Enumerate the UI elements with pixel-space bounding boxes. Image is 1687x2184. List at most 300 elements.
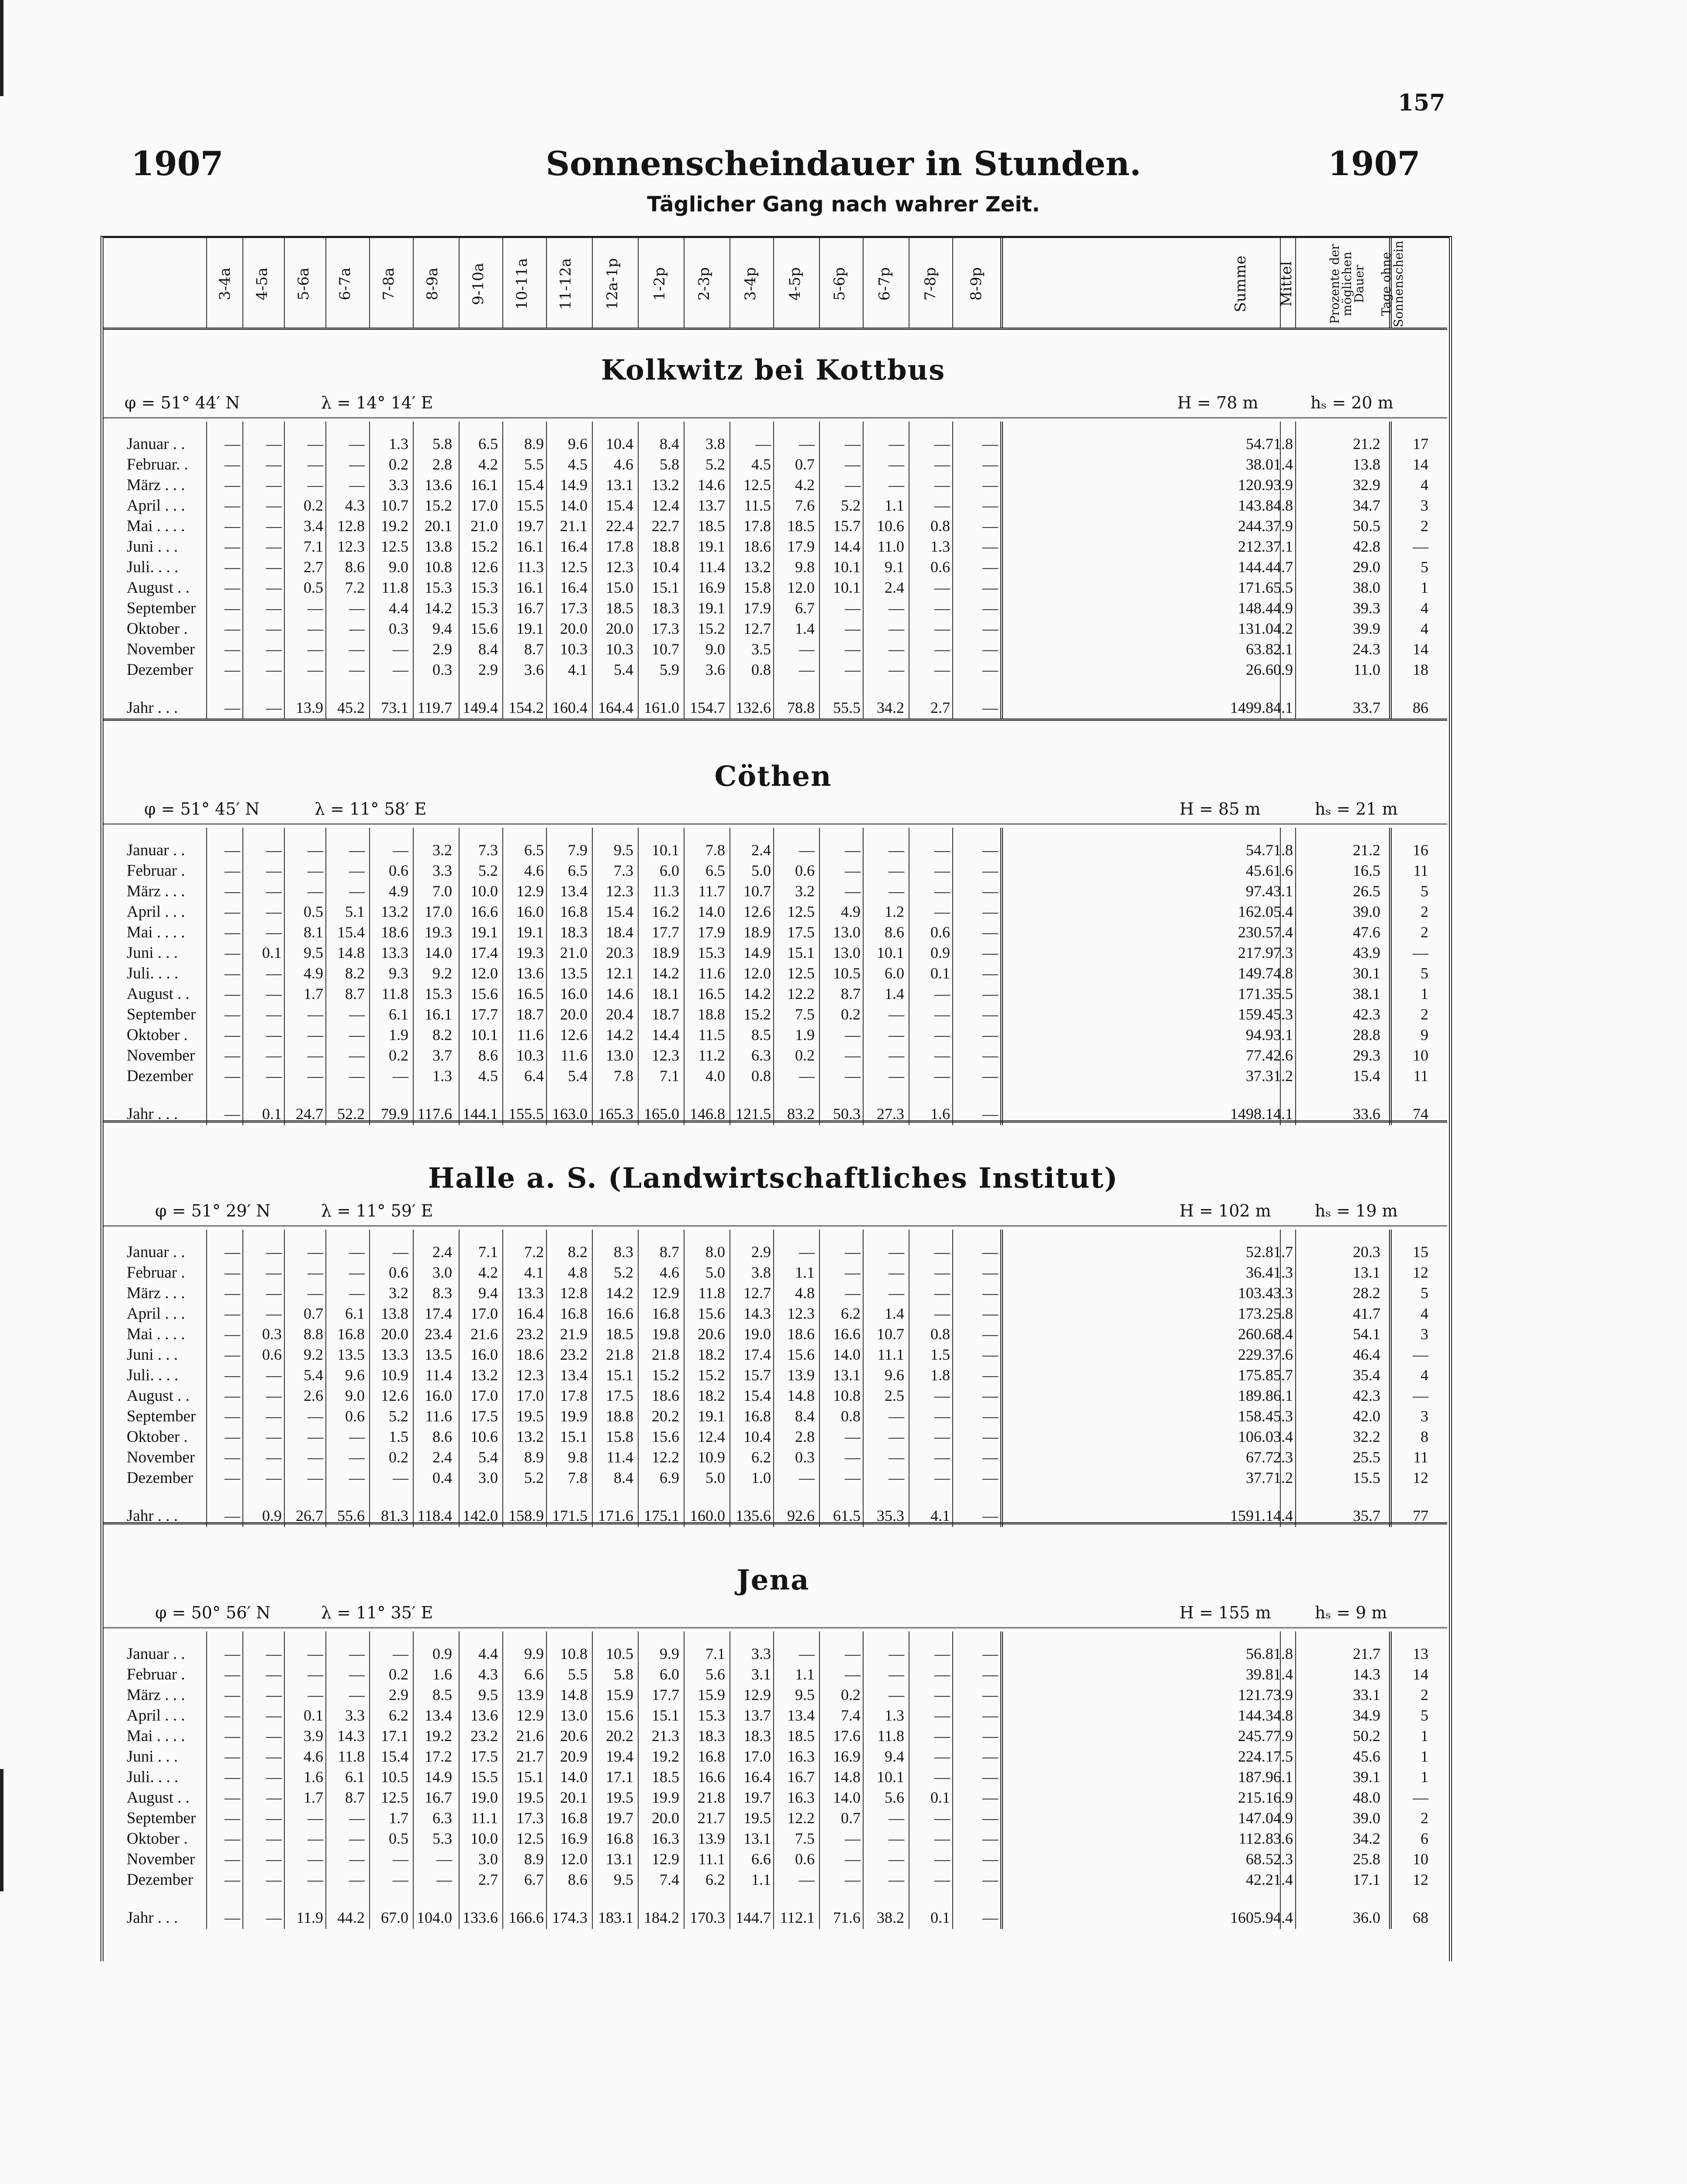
table-cell: 9.6 bbox=[345, 1366, 365, 1384]
column-header: 2-3p bbox=[695, 267, 713, 301]
table-cell: — bbox=[1413, 944, 1428, 961]
row-label: Oktober . bbox=[127, 1026, 188, 1044]
column-rule bbox=[952, 238, 953, 328]
table-cell: 5.8 bbox=[1273, 1305, 1293, 1322]
table-cell: 42.3 bbox=[1353, 1006, 1380, 1023]
table-cell: 18.7 bbox=[516, 1006, 544, 1023]
table-cell: 23.2 bbox=[470, 1727, 498, 1745]
table-cell: — bbox=[308, 1264, 323, 1281]
table-row bbox=[0, 455, 1687, 476]
table-row bbox=[0, 1768, 1687, 1788]
table-cell: — bbox=[934, 1448, 950, 1466]
table-cell: 19.1 bbox=[698, 538, 725, 555]
table-cell: 12.9 bbox=[652, 1284, 679, 1302]
table-cell: 1.0 bbox=[751, 1469, 771, 1486]
table-cell: — bbox=[888, 1047, 904, 1064]
table-cell: 120.9 bbox=[1238, 476, 1273, 494]
table-cell: 21.7 bbox=[698, 1809, 725, 1827]
station-header-rule bbox=[103, 1225, 1447, 1227]
table-cell: 9.9 bbox=[660, 1645, 679, 1662]
table-cell: 25.8 bbox=[1353, 1850, 1380, 1868]
table-cell: 2.4 bbox=[432, 1448, 452, 1466]
table-cell: 17.0 bbox=[425, 903, 452, 920]
table-cell: 17.4 bbox=[470, 944, 498, 961]
table-cell: — bbox=[225, 517, 240, 535]
table-cell: — bbox=[308, 841, 323, 859]
table-cell: 17.0 bbox=[470, 1387, 498, 1404]
table-cell: — bbox=[349, 1809, 365, 1827]
table-cell: — bbox=[266, 456, 282, 473]
table-cell: 10.5 bbox=[381, 1768, 408, 1786]
table-cell: — bbox=[308, 620, 323, 637]
table-cell: 13.5 bbox=[560, 964, 588, 982]
table-cell: 19.7 bbox=[743, 1789, 771, 1806]
table-cell: — bbox=[266, 1850, 282, 1868]
row-label: September bbox=[127, 599, 196, 617]
table-cell: 14.9 bbox=[743, 944, 771, 961]
table-cell: 0.8 bbox=[930, 1325, 950, 1343]
table-cell: 22.7 bbox=[652, 517, 679, 535]
table-cell: 0.6 bbox=[795, 862, 815, 879]
table-cell: 0.1 bbox=[262, 944, 282, 961]
altitude-label: H = 155 m bbox=[1179, 1603, 1271, 1622]
horizon-height-label: hₛ = 21 m bbox=[1315, 799, 1398, 819]
table-cell: 112.8 bbox=[1238, 1830, 1273, 1847]
table-cell: 19.1 bbox=[698, 1407, 725, 1425]
row-label: August . . bbox=[127, 579, 190, 597]
table-cell: 15 bbox=[1413, 1243, 1428, 1261]
table-cell: 7.8 bbox=[705, 841, 725, 859]
table-cell: 2.3 bbox=[1273, 1448, 1293, 1466]
table-cell: 38.0 bbox=[1353, 579, 1380, 596]
table-cell: 34.9 bbox=[1353, 1707, 1380, 1724]
table-cell: 19.9 bbox=[652, 1789, 679, 1806]
row-label: Dezember bbox=[127, 661, 194, 679]
table-cell: 13.4 bbox=[425, 1707, 452, 1724]
table-cell: 1.3 bbox=[389, 435, 408, 453]
table-cell: 12.2 bbox=[787, 1809, 815, 1827]
table-cell: 2 bbox=[1421, 1686, 1428, 1704]
table-cell: 9.5 bbox=[795, 1686, 815, 1704]
table-cell: 8.8 bbox=[304, 1325, 323, 1343]
table-cell: 18.3 bbox=[652, 599, 679, 617]
table-cell: 0.1 bbox=[262, 1105, 282, 1123]
table-cell: 30.1 bbox=[1353, 964, 1380, 982]
table-cell: 143.8 bbox=[1238, 497, 1273, 514]
table-cell: 16.4 bbox=[743, 1768, 771, 1786]
table-cell: 11.6 bbox=[425, 1407, 452, 1425]
table-cell: 38.2 bbox=[877, 1909, 904, 1926]
table-cell: 6.0 bbox=[660, 1666, 679, 1683]
table-cell: 14 bbox=[1413, 456, 1428, 473]
table-cell: 230.5 bbox=[1238, 923, 1273, 941]
table-cell: 19.3 bbox=[425, 923, 452, 941]
table-cell: 48.0 bbox=[1353, 1789, 1380, 1806]
table-cell: 9.8 bbox=[795, 558, 815, 576]
table-cell: 15.3 bbox=[470, 579, 498, 596]
table-cell: 16.9 bbox=[560, 1830, 588, 1847]
table-row bbox=[0, 1407, 1687, 1427]
table-cell: — bbox=[934, 497, 950, 514]
table-cell: 39.8 bbox=[1246, 1666, 1273, 1683]
table-cell: — bbox=[982, 517, 998, 535]
table-cell: — bbox=[934, 882, 950, 900]
table-cell: — bbox=[266, 1264, 282, 1281]
table-cell: — bbox=[845, 476, 861, 494]
table-cell: — bbox=[225, 1768, 240, 1786]
row-label: März . . . bbox=[127, 1686, 185, 1704]
column-rule bbox=[459, 238, 460, 328]
table-cell: — bbox=[845, 1469, 861, 1486]
row-label: Mai . . . . bbox=[127, 923, 185, 941]
table-cell: 16.7 bbox=[516, 599, 544, 617]
table-cell: 8.7 bbox=[841, 985, 861, 1002]
table-cell: 5 bbox=[1421, 558, 1428, 576]
column-header: 3-4p bbox=[742, 267, 759, 301]
column-header: Mittel bbox=[1278, 261, 1295, 307]
row-label: April . . . bbox=[127, 903, 185, 921]
table-cell: — bbox=[266, 985, 282, 1002]
table-cell: 18.8 bbox=[698, 1006, 725, 1023]
table-cell: 104.0 bbox=[417, 1909, 452, 1926]
table-cell: 21.6 bbox=[516, 1727, 544, 1745]
table-cell: 14.0 bbox=[425, 944, 452, 961]
table-cell: 33.1 bbox=[1353, 1686, 1380, 1704]
table-cell: — bbox=[225, 1325, 240, 1343]
table-cell: 10.3 bbox=[516, 1047, 544, 1064]
table-cell: 12 bbox=[1413, 1469, 1428, 1486]
column-header: 8-9p bbox=[968, 267, 985, 301]
table-cell: — bbox=[266, 476, 282, 494]
station-name: Cöthen bbox=[714, 760, 832, 793]
table-cell: 16.1 bbox=[425, 1006, 452, 1023]
table-cell: 8.9 bbox=[524, 435, 544, 453]
table-cell: — bbox=[982, 579, 998, 596]
table-cell: — bbox=[266, 579, 282, 596]
table-cell: 9.4 bbox=[478, 1284, 498, 1302]
table-cell: 0.2 bbox=[304, 497, 323, 514]
table-cell: 1.1 bbox=[795, 1264, 815, 1281]
table-row bbox=[0, 1850, 1687, 1870]
table-cell: — bbox=[888, 599, 904, 617]
section-divider bbox=[103, 1120, 1447, 1123]
table-cell: 1.1 bbox=[795, 1666, 815, 1683]
table-cell: — bbox=[982, 923, 998, 941]
table-cell: 21.7 bbox=[1353, 1645, 1380, 1662]
table-cell: — bbox=[266, 1047, 282, 1064]
table-cell: 9.4 bbox=[432, 620, 452, 637]
table-cell: — bbox=[845, 1871, 861, 1888]
table-cell: — bbox=[888, 841, 904, 859]
table-row bbox=[0, 619, 1687, 640]
table-cell: 4.1 bbox=[1273, 699, 1293, 716]
table-cell: 11.5 bbox=[744, 497, 771, 514]
row-label: Mai . . . . bbox=[127, 1727, 185, 1745]
table-cell: 42.2 bbox=[1246, 1871, 1273, 1888]
table-cell: — bbox=[225, 882, 240, 900]
table-cell: 13.2 bbox=[381, 903, 408, 920]
table-cell: 3.9 bbox=[1273, 1686, 1293, 1704]
table-cell: — bbox=[888, 1264, 904, 1281]
table-cell: 4 bbox=[1421, 476, 1428, 494]
table-cell: 20.2 bbox=[652, 1407, 679, 1425]
table-cell: — bbox=[308, 640, 323, 658]
altitude-label: H = 78 m bbox=[1177, 393, 1258, 412]
table-cell: — bbox=[982, 944, 998, 961]
table-cell: 245.7 bbox=[1238, 1727, 1273, 1745]
row-label: Januar . . bbox=[127, 841, 185, 859]
table-cell: 5.0 bbox=[705, 1264, 725, 1281]
table-cell: 1.3 bbox=[885, 1707, 904, 1724]
table-cell: 8.4 bbox=[795, 1407, 815, 1425]
table-cell: — bbox=[225, 923, 240, 941]
table-cell: 35.7 bbox=[1353, 1507, 1380, 1524]
row-label: September bbox=[127, 1407, 196, 1425]
table-cell: — bbox=[845, 1666, 861, 1683]
table-cell: — bbox=[308, 435, 323, 453]
table-cell: — bbox=[266, 1284, 282, 1302]
table-cell: — bbox=[1413, 1387, 1428, 1404]
table-cell: 20.3 bbox=[606, 944, 633, 961]
table-cell: 154.2 bbox=[508, 699, 544, 716]
table-cell: 39.9 bbox=[1353, 620, 1380, 637]
table-cell: — bbox=[845, 862, 861, 879]
table-cell: 15.3 bbox=[698, 1707, 725, 1724]
table-cell: — bbox=[393, 661, 408, 678]
table-cell: — bbox=[349, 620, 365, 637]
table-cell: 158.4 bbox=[1238, 1407, 1273, 1425]
table-cell: — bbox=[349, 1645, 365, 1662]
table-cell: 12.2 bbox=[787, 985, 815, 1002]
table-cell: 23.2 bbox=[516, 1325, 544, 1343]
table-cell: 16.8 bbox=[560, 1809, 588, 1827]
table-cell: 46.4 bbox=[1353, 1346, 1380, 1363]
page-title: Sonnenscheindauer in Stunden. bbox=[546, 144, 1141, 183]
table-cell: 160.0 bbox=[690, 1507, 725, 1524]
table-cell: 163.0 bbox=[552, 1105, 588, 1123]
table-cell: 21.0 bbox=[470, 517, 498, 535]
table-cell: — bbox=[225, 862, 240, 879]
table-cell: — bbox=[225, 1666, 240, 1683]
row-label: April . . . bbox=[127, 1305, 185, 1323]
table-cell: 7.9 bbox=[1273, 1727, 1293, 1745]
table-cell: 148.4 bbox=[1238, 599, 1273, 617]
table-cell: 0.2 bbox=[389, 1448, 408, 1466]
table-cell: — bbox=[888, 1407, 904, 1425]
table-cell: 19.5 bbox=[606, 1789, 633, 1806]
table-cell: 18 bbox=[1413, 661, 1428, 678]
table-cell: 1.6 bbox=[304, 1768, 323, 1786]
table-cell: 11.0 bbox=[1353, 661, 1380, 678]
table-cell: 16.1 bbox=[516, 579, 544, 596]
row-label: Juni . . . bbox=[127, 944, 178, 962]
table-cell: 7.8 bbox=[568, 1469, 588, 1486]
table-cell: — bbox=[225, 579, 240, 596]
table-cell: — bbox=[393, 1871, 408, 1888]
table-cell: — bbox=[982, 1850, 998, 1868]
table-cell: — bbox=[982, 1909, 998, 1926]
table-cell: 217.9 bbox=[1238, 944, 1273, 961]
column-rule bbox=[773, 238, 774, 328]
table-cell: — bbox=[982, 1047, 998, 1064]
table-cell: 21.8 bbox=[606, 1346, 633, 1363]
table-cell: — bbox=[845, 620, 861, 637]
table-cell: 9.1 bbox=[885, 558, 904, 576]
column-header: 9-10a bbox=[470, 263, 487, 305]
table-cell: 17.3 bbox=[560, 599, 588, 617]
table-cell: 19.7 bbox=[516, 517, 544, 535]
table-cell: 16.9 bbox=[698, 579, 725, 596]
row-label: August . . bbox=[127, 1789, 190, 1807]
table-cell: 0.4 bbox=[432, 1469, 452, 1486]
table-cell: 17.4 bbox=[425, 1305, 452, 1322]
table-cell: 17.8 bbox=[560, 1387, 588, 1404]
table-cell: 21.6 bbox=[470, 1325, 498, 1343]
table-cell: 5 bbox=[1421, 964, 1428, 982]
table-cell: 13.8 bbox=[425, 538, 452, 555]
table-row bbox=[0, 964, 1687, 985]
table-cell: — bbox=[266, 699, 282, 716]
table-cell: — bbox=[1413, 1789, 1428, 1806]
table-cell: 83.2 bbox=[787, 1105, 815, 1123]
table-cell: 1.3 bbox=[1273, 1264, 1293, 1281]
table-cell: — bbox=[266, 538, 282, 555]
table-cell: 16.8 bbox=[560, 903, 588, 920]
table-cell: 9.3 bbox=[389, 964, 408, 982]
table-cell: 15.3 bbox=[470, 599, 498, 617]
latitude-label: φ = 51° 44′ N bbox=[124, 393, 240, 412]
table-cell: 42.8 bbox=[1353, 538, 1380, 555]
table-cell: 17.5 bbox=[606, 1387, 633, 1404]
table-cell: 15.6 bbox=[787, 1346, 815, 1363]
table-cell: 260.6 bbox=[1238, 1325, 1273, 1343]
column-header: 12a-1p bbox=[604, 258, 621, 310]
table-cell: 15.5 bbox=[1353, 1469, 1380, 1486]
table-cell: 5.8 bbox=[432, 435, 452, 453]
table-cell: 16.5 bbox=[1353, 862, 1380, 879]
table-cell: 15.4 bbox=[606, 497, 633, 514]
table-cell: 18.6 bbox=[652, 1387, 679, 1404]
table-cell: 10.3 bbox=[606, 640, 633, 658]
table-cell: — bbox=[225, 699, 240, 716]
table-cell: 10 bbox=[1413, 1047, 1428, 1064]
table-cell: 1 bbox=[1421, 1727, 1428, 1745]
table-cell: 38.0 bbox=[1246, 456, 1273, 473]
column-header: 10-11a bbox=[513, 258, 531, 310]
table-cell: 73.1 bbox=[381, 699, 408, 716]
table-cell: 17.5 bbox=[470, 1748, 498, 1765]
table-cell: 4.6 bbox=[304, 1748, 323, 1765]
table-cell: 19.1 bbox=[698, 599, 725, 617]
table-cell: 13.1 bbox=[1353, 1264, 1380, 1281]
table-cell: 1499.8 bbox=[1230, 699, 1273, 716]
table-cell: 166.6 bbox=[508, 1909, 544, 1926]
table-cell: 12 bbox=[1413, 1264, 1428, 1281]
table-cell: 42.3 bbox=[1353, 1387, 1380, 1404]
table-cell: 19.2 bbox=[381, 517, 408, 535]
table-cell: — bbox=[982, 1727, 998, 1745]
table-cell: 13.2 bbox=[652, 476, 679, 494]
column-rule bbox=[729, 238, 730, 328]
table-cell: 6.7 bbox=[524, 1871, 544, 1888]
table-cell: 13.0 bbox=[833, 944, 861, 961]
table-cell: — bbox=[225, 1727, 240, 1745]
table-cell: 16.7 bbox=[425, 1789, 452, 1806]
table-cell: 8.7 bbox=[524, 640, 544, 658]
table-cell: 121.5 bbox=[736, 1105, 771, 1123]
table-cell: 0.5 bbox=[304, 579, 323, 596]
table-cell: 8.9 bbox=[524, 1448, 544, 1466]
table-cell: 11.3 bbox=[517, 558, 544, 576]
table-cell: — bbox=[225, 1067, 240, 1085]
table-cell: 16.8 bbox=[652, 1305, 679, 1322]
row-label: Juni . . . bbox=[127, 1748, 178, 1766]
table-cell: — bbox=[982, 1325, 998, 1343]
table-cell: 17.5 bbox=[470, 1407, 498, 1425]
table-cell: 11.1 bbox=[698, 1850, 725, 1868]
table-cell: — bbox=[799, 1067, 815, 1085]
row-label: Juli. . . . bbox=[127, 1768, 179, 1786]
table-cell: 160.4 bbox=[552, 699, 588, 716]
table-cell: 19.0 bbox=[470, 1789, 498, 1806]
table-cell: — bbox=[266, 599, 282, 617]
table-cell: 43.9 bbox=[1353, 944, 1380, 961]
table-row bbox=[0, 861, 1687, 882]
column-header: 8-9a bbox=[424, 267, 441, 301]
table-cell: 79.9 bbox=[381, 1105, 408, 1123]
table-cell: 17.7 bbox=[652, 923, 679, 941]
row-label: Februar . bbox=[127, 1666, 185, 1683]
row-label: Juli. . . . bbox=[127, 1366, 179, 1384]
table-cell: 10.1 bbox=[652, 841, 679, 859]
table-cell: 165.0 bbox=[644, 1105, 679, 1123]
table-cell: 2 bbox=[1421, 903, 1428, 920]
table-row bbox=[0, 1427, 1687, 1448]
table-cell: 0.3 bbox=[432, 661, 452, 678]
table-cell: 8.5 bbox=[432, 1686, 452, 1704]
table-cell: 25.5 bbox=[1353, 1448, 1380, 1466]
table-cell: — bbox=[393, 1067, 408, 1085]
table-cell: — bbox=[845, 882, 861, 900]
row-label: Februar . bbox=[127, 862, 185, 880]
table-cell: — bbox=[225, 1830, 240, 1847]
table-cell: — bbox=[225, 497, 240, 514]
table-cell: 14.6 bbox=[698, 476, 725, 494]
table-cell: 29.0 bbox=[1353, 558, 1380, 576]
table-cell: 44.2 bbox=[337, 1909, 365, 1926]
table-cell: 8.6 bbox=[432, 1428, 452, 1445]
table-cell: — bbox=[349, 862, 365, 879]
table-cell: 19.3 bbox=[516, 944, 544, 961]
table-cell: 11.2 bbox=[698, 1047, 725, 1064]
table-cell: — bbox=[308, 1686, 323, 1704]
table-row bbox=[0, 1870, 1687, 1891]
table-cell: 8.7 bbox=[345, 1789, 365, 1806]
table-cell: 92.6 bbox=[787, 1507, 815, 1524]
table-cell: 39.3 bbox=[1353, 599, 1380, 617]
table-cell: 2.3 bbox=[1273, 1850, 1293, 1868]
table-cell: — bbox=[266, 497, 282, 514]
table-cell: — bbox=[934, 1284, 950, 1302]
table-cell: 13.3 bbox=[381, 944, 408, 961]
table-cell: 10.3 bbox=[560, 640, 588, 658]
table-cell: — bbox=[225, 1284, 240, 1302]
table-cell: 4.1 bbox=[568, 661, 588, 678]
table-cell: 6 bbox=[1421, 1830, 1428, 1847]
table-cell: — bbox=[845, 1850, 861, 1868]
table-cell: 45.2 bbox=[337, 699, 365, 716]
table-row bbox=[0, 1665, 1687, 1686]
